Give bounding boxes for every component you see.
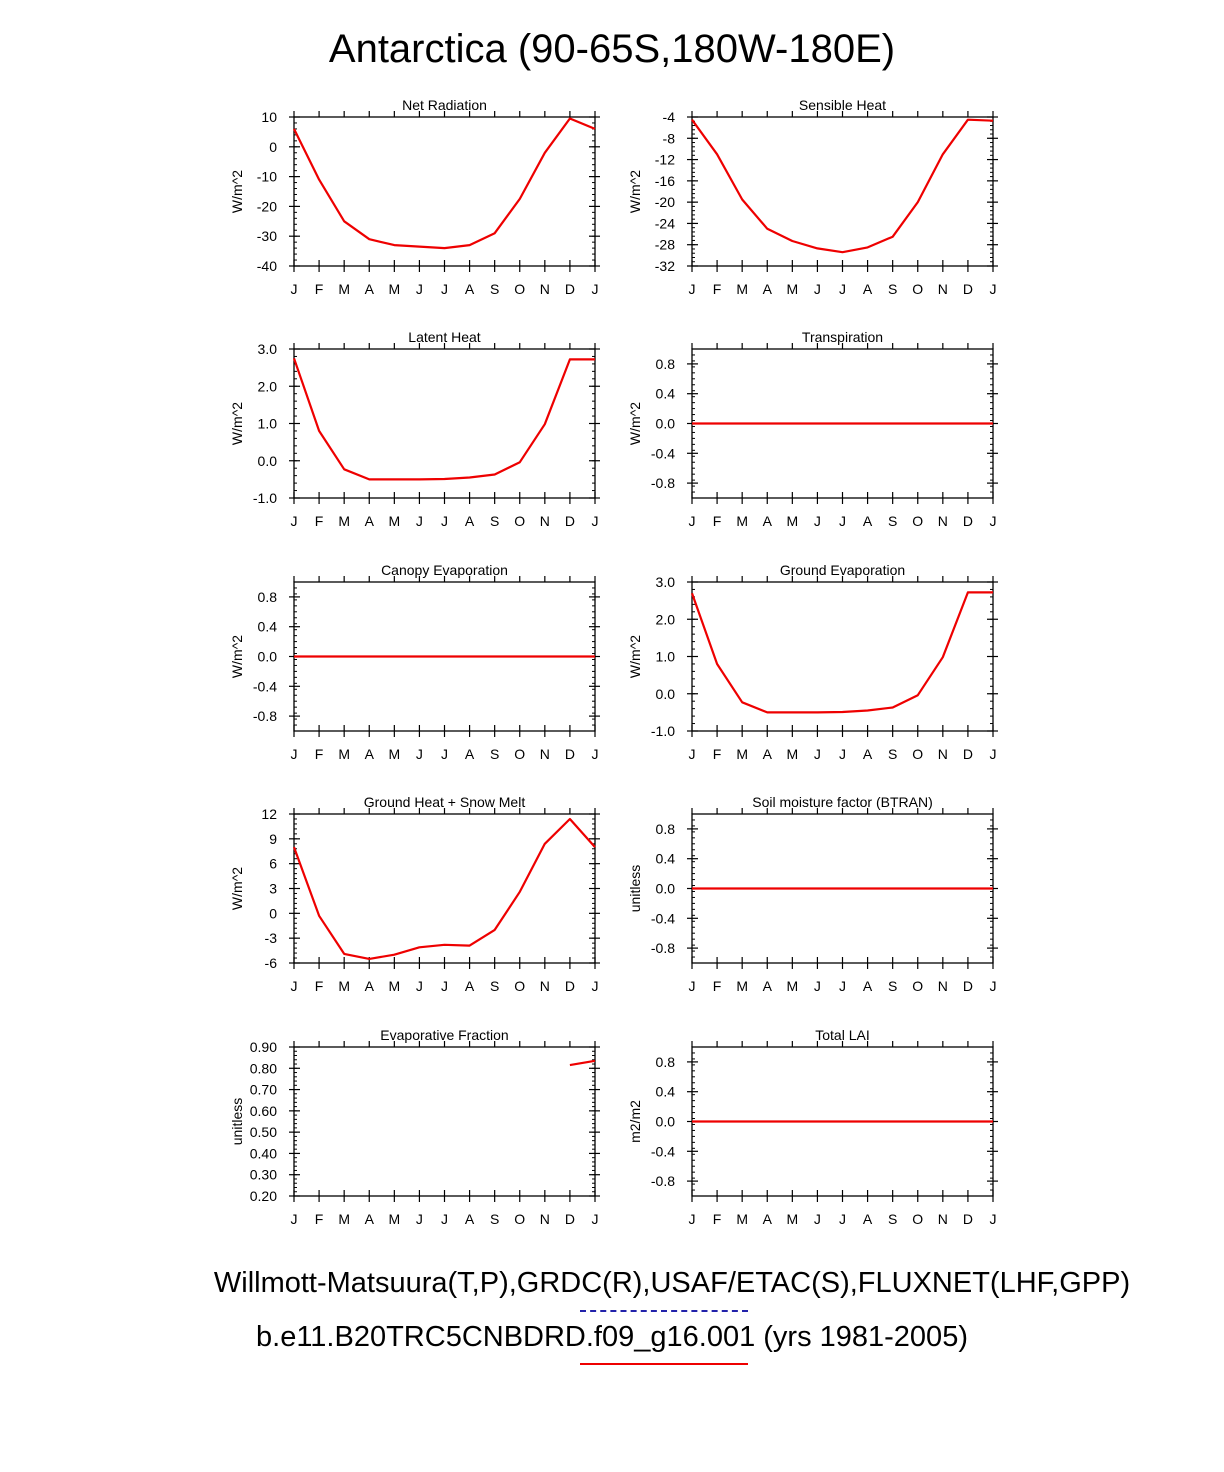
x-tick-label: J [813,1211,821,1227]
x-tick-label: J [415,1211,423,1227]
y-tick-label: -6 [264,955,277,971]
x-tick-label: M [736,281,749,297]
plot-frame [692,582,993,731]
x-tick-label: J [290,978,298,994]
x-tick-label: J [688,1211,696,1227]
y-tick-label: -0.4 [252,678,277,695]
x-tick-label: J [441,281,448,297]
y-tick-label: -0.8 [650,940,675,957]
y-tick-label: -0.8 [650,1173,675,1190]
x-tick-label: M [338,513,351,529]
model-key-line [580,1363,748,1365]
panel-title: Soil moisture factor (BTRAN) [752,794,933,810]
x-tick-label: D [564,281,575,297]
y-tick-label: -20 [654,194,675,211]
x-tick-label: A [464,978,475,994]
x-tick-label: J [989,513,997,529]
x-tick-label: J [688,978,696,994]
y-tick-label: 10 [261,109,277,125]
y-axis-label: W/m^2 [229,401,245,446]
x-tick-label: J [688,513,696,529]
series-line [692,120,993,253]
y-tick-label: 0.20 [249,1188,277,1204]
x-tick-label: F [712,281,722,297]
y-tick-label: 0.30 [249,1166,277,1183]
x-tick-label: J [813,281,821,297]
series-line [570,1061,595,1065]
x-tick-label: A [364,1211,374,1227]
panel-title: Net Radiation [402,97,487,113]
y-tick-label: 0.4 [655,850,675,867]
x-tick-label: M [388,746,401,762]
y-tick-label: -24 [654,215,675,232]
y-tick-label: 0.8 [655,355,675,372]
series-line [294,819,595,959]
y-tick-label: 2.0 [655,611,675,628]
y-tick-label: 0.0 [655,415,675,432]
series-line [294,119,595,249]
x-tick-label: F [314,281,324,297]
x-tick-label: S [887,978,898,994]
x-tick-label: M [388,1211,401,1227]
x-tick-label: F [314,1211,324,1227]
x-tick-label: A [464,1211,475,1227]
y-tick-label: -1.0 [252,490,277,506]
x-tick-label: J [290,281,298,297]
x-tick-label: A [762,1211,772,1227]
model-run-label: b.e11.B20TRC5CNBDRD.f09_g16.001 (yrs 1981-2005) [256,1321,968,1353]
x-tick-label: O [514,1211,526,1227]
y-tick-label: -0.4 [650,1143,675,1160]
x-tick-label: A [862,1211,873,1227]
x-tick-label: J [441,1211,448,1227]
x-tick-label: M [786,746,799,762]
x-tick-label: D [962,978,973,994]
y-tick-label: 9 [269,830,277,847]
panel-8 [627,794,998,994]
y-tick-label: -32 [654,258,675,274]
x-tick-label: J [591,746,599,762]
x-tick-label: D [962,281,973,297]
y-tick-label: 0.8 [257,588,277,605]
observations-label: Willmott-Matsuura(T,P),GRDC(R),USAF/ETAC(S),FLUXNET(LHF,GPP) [213,1267,1131,1299]
x-tick-label: J [688,746,696,762]
x-tick-label: J [591,513,599,529]
x-tick-label: O [514,513,526,529]
x-tick-label: F [712,1211,722,1227]
panel-title: Canopy Evaporation [381,562,508,578]
y-tick-label: 0.0 [655,1113,675,1130]
x-tick-label: F [314,513,324,529]
x-tick-label: O [912,978,924,994]
y-tick-label: 0.50 [249,1124,277,1141]
y-tick-label: 0.0 [257,648,277,665]
y-axis-label: unitless [229,1097,245,1146]
y-tick-label: -12 [654,151,675,168]
y-tick-label: -1.0 [650,723,675,739]
y-tick-label: 6 [269,855,277,872]
panel-title: Ground Evaporation [779,562,906,578]
y-tick-label: 0.8 [655,820,675,837]
x-tick-label: D [564,513,575,529]
plot-frame [294,117,595,266]
panel-2 [627,97,998,297]
x-tick-label: M [786,978,799,994]
x-tick-label: J [839,1211,846,1227]
y-axis-label: m2/m2 [627,1100,643,1143]
x-tick-label: M [388,513,401,529]
y-axis-label: W/m^2 [627,401,643,446]
panel-1 [229,97,600,297]
y-tick-label: -3 [264,930,277,947]
panel-4 [627,329,998,529]
x-tick-label: N [937,281,948,297]
panel-7 [229,794,600,994]
plot-frame [294,814,595,963]
x-tick-label: J [415,746,423,762]
x-tick-label: A [364,746,374,762]
x-tick-label: M [736,746,749,762]
x-tick-label: M [338,281,351,297]
y-axis-label: W/m^2 [229,169,245,214]
x-tick-label: S [489,513,500,529]
x-tick-label: N [539,978,550,994]
x-tick-label: S [489,746,500,762]
x-tick-label: J [813,746,821,762]
y-tick-label: 0.4 [655,385,675,402]
series-line [294,358,595,479]
x-tick-label: M [736,1211,749,1227]
x-tick-label: S [489,1211,500,1227]
x-tick-label: O [912,513,924,529]
x-tick-label: M [736,978,749,994]
panel-5 [229,562,600,762]
x-tick-label: M [388,978,401,994]
x-tick-label: O [912,746,924,762]
panel-6 [627,562,998,762]
x-tick-label: J [415,513,423,529]
x-tick-label: J [591,281,599,297]
y-tick-label: 0.90 [249,1039,277,1055]
x-tick-label: M [338,746,351,762]
plot-frame [294,349,595,498]
x-tick-label: N [937,746,948,762]
x-tick-label: A [762,281,772,297]
y-tick-label: 0.8 [655,1053,675,1070]
x-tick-label: D [564,978,575,994]
panel-10 [627,1027,998,1227]
panel-title: Latent Heat [408,329,481,345]
x-tick-label: A [862,746,873,762]
x-tick-label: O [514,746,526,762]
x-tick-label: A [762,513,772,529]
observations-key-line [580,1310,748,1312]
y-tick-label: 12 [261,806,277,822]
x-tick-label: M [786,281,799,297]
figure-title: Antarctica (90-65S,180W-180E) [328,27,896,71]
y-tick-label: -0.4 [650,445,675,462]
x-tick-label: F [712,746,722,762]
y-tick-label: 0.0 [257,452,277,469]
y-tick-label: -40 [256,258,277,274]
x-tick-label: J [415,978,423,994]
panel-3 [229,329,600,529]
y-tick-label: 1.0 [655,648,675,665]
panel-title: Transpiration [801,329,884,345]
panel-title: Ground Heat + Snow Melt [363,794,526,810]
x-tick-label: M [388,281,401,297]
plot-frame [294,1047,595,1196]
y-axis-label: W/m^2 [229,634,245,679]
x-tick-label: A [862,281,873,297]
y-tick-label: -28 [654,236,675,253]
y-tick-label: -16 [654,172,675,189]
x-tick-label: A [464,746,475,762]
x-tick-label: O [912,1211,924,1227]
x-tick-label: A [364,513,374,529]
y-tick-label: 0.0 [655,880,675,897]
y-tick-label: 0.80 [249,1060,277,1077]
panel-title: Sensible Heat [798,97,887,113]
x-tick-label: A [464,513,475,529]
y-tick-label: -20 [256,198,277,215]
y-tick-label: 3.0 [655,574,675,590]
x-tick-label: J [441,746,448,762]
y-tick-label: -0.8 [252,708,277,725]
x-tick-label: S [887,1211,898,1227]
y-tick-label: 0.40 [249,1145,277,1162]
x-tick-label: J [441,978,448,994]
x-tick-label: J [290,1211,298,1227]
y-tick-label: 1.0 [257,415,277,432]
x-tick-label: J [839,978,846,994]
panel-9 [229,1027,600,1227]
x-tick-label: S [887,281,898,297]
x-tick-label: M [338,1211,351,1227]
x-tick-label: D [962,1211,973,1227]
x-tick-label: S [887,746,898,762]
x-tick-label: A [862,978,873,994]
x-tick-label: N [937,1211,948,1227]
x-tick-label: J [839,746,846,762]
x-tick-label: F [314,978,324,994]
x-tick-label: A [762,978,772,994]
x-tick-label: J [415,281,423,297]
x-tick-label: J [813,978,821,994]
x-tick-label: O [912,281,924,297]
x-tick-label: D [564,1211,575,1227]
x-tick-label: J [989,1211,997,1227]
x-tick-label: S [887,513,898,529]
x-tick-label: M [786,513,799,529]
x-tick-label: A [464,281,475,297]
y-tick-label: 0.60 [249,1102,277,1119]
x-tick-label: D [564,746,575,762]
x-tick-label: F [314,746,324,762]
x-tick-label: J [290,513,298,529]
y-axis-label: W/m^2 [627,169,643,214]
y-tick-label: -10 [256,168,277,185]
x-tick-label: A [364,281,374,297]
x-tick-label: J [591,978,599,994]
y-tick-label: 3.0 [257,341,277,357]
y-axis-label: W/m^2 [229,866,245,911]
x-tick-label: A [862,513,873,529]
x-tick-label: J [688,281,696,297]
x-tick-label: S [489,978,500,994]
x-tick-label: N [539,281,550,297]
y-tick-label: -8 [662,130,675,147]
x-tick-label: J [839,281,846,297]
y-tick-label: 0.4 [655,1083,675,1100]
y-tick-label: -30 [256,228,277,245]
x-tick-label: M [786,1211,799,1227]
y-tick-label: 0.0 [655,685,675,702]
x-tick-label: M [736,513,749,529]
x-tick-label: D [962,513,973,529]
x-tick-label: O [514,281,526,297]
y-tick-label: 2.0 [257,378,277,395]
x-tick-label: J [290,746,298,762]
x-tick-label: J [839,513,846,529]
panel-title: Evaporative Fraction [380,1027,509,1043]
x-tick-label: N [539,746,550,762]
x-tick-label: J [591,1211,599,1227]
y-tick-label: 0.4 [257,618,277,635]
x-tick-label: N [937,978,948,994]
y-tick-label: 0 [269,138,277,155]
x-tick-label: N [539,1211,550,1227]
x-tick-label: D [962,746,973,762]
x-tick-label: J [441,513,448,529]
y-axis-label: W/m^2 [627,634,643,679]
x-tick-label: A [364,978,374,994]
x-tick-label: M [338,978,351,994]
y-tick-label: 0.70 [249,1081,277,1098]
x-tick-label: N [539,513,550,529]
x-tick-label: F [712,513,722,529]
panel-title: Total LAI [815,1027,870,1043]
y-tick-label: -4 [662,109,675,125]
x-tick-label: N [937,513,948,529]
y-tick-label: -0.8 [650,475,675,492]
y-tick-label: -0.4 [650,910,675,927]
x-tick-label: S [489,281,500,297]
y-axis-label: unitless [627,864,643,913]
series-line [692,592,993,712]
x-tick-label: F [712,978,722,994]
x-tick-label: A [762,746,772,762]
x-tick-label: J [989,978,997,994]
y-tick-label: 0 [269,905,277,922]
x-tick-label: O [514,978,526,994]
x-tick-label: J [813,513,821,529]
x-tick-label: J [989,281,997,297]
y-tick-label: 3 [269,880,277,897]
x-tick-label: J [989,746,997,762]
